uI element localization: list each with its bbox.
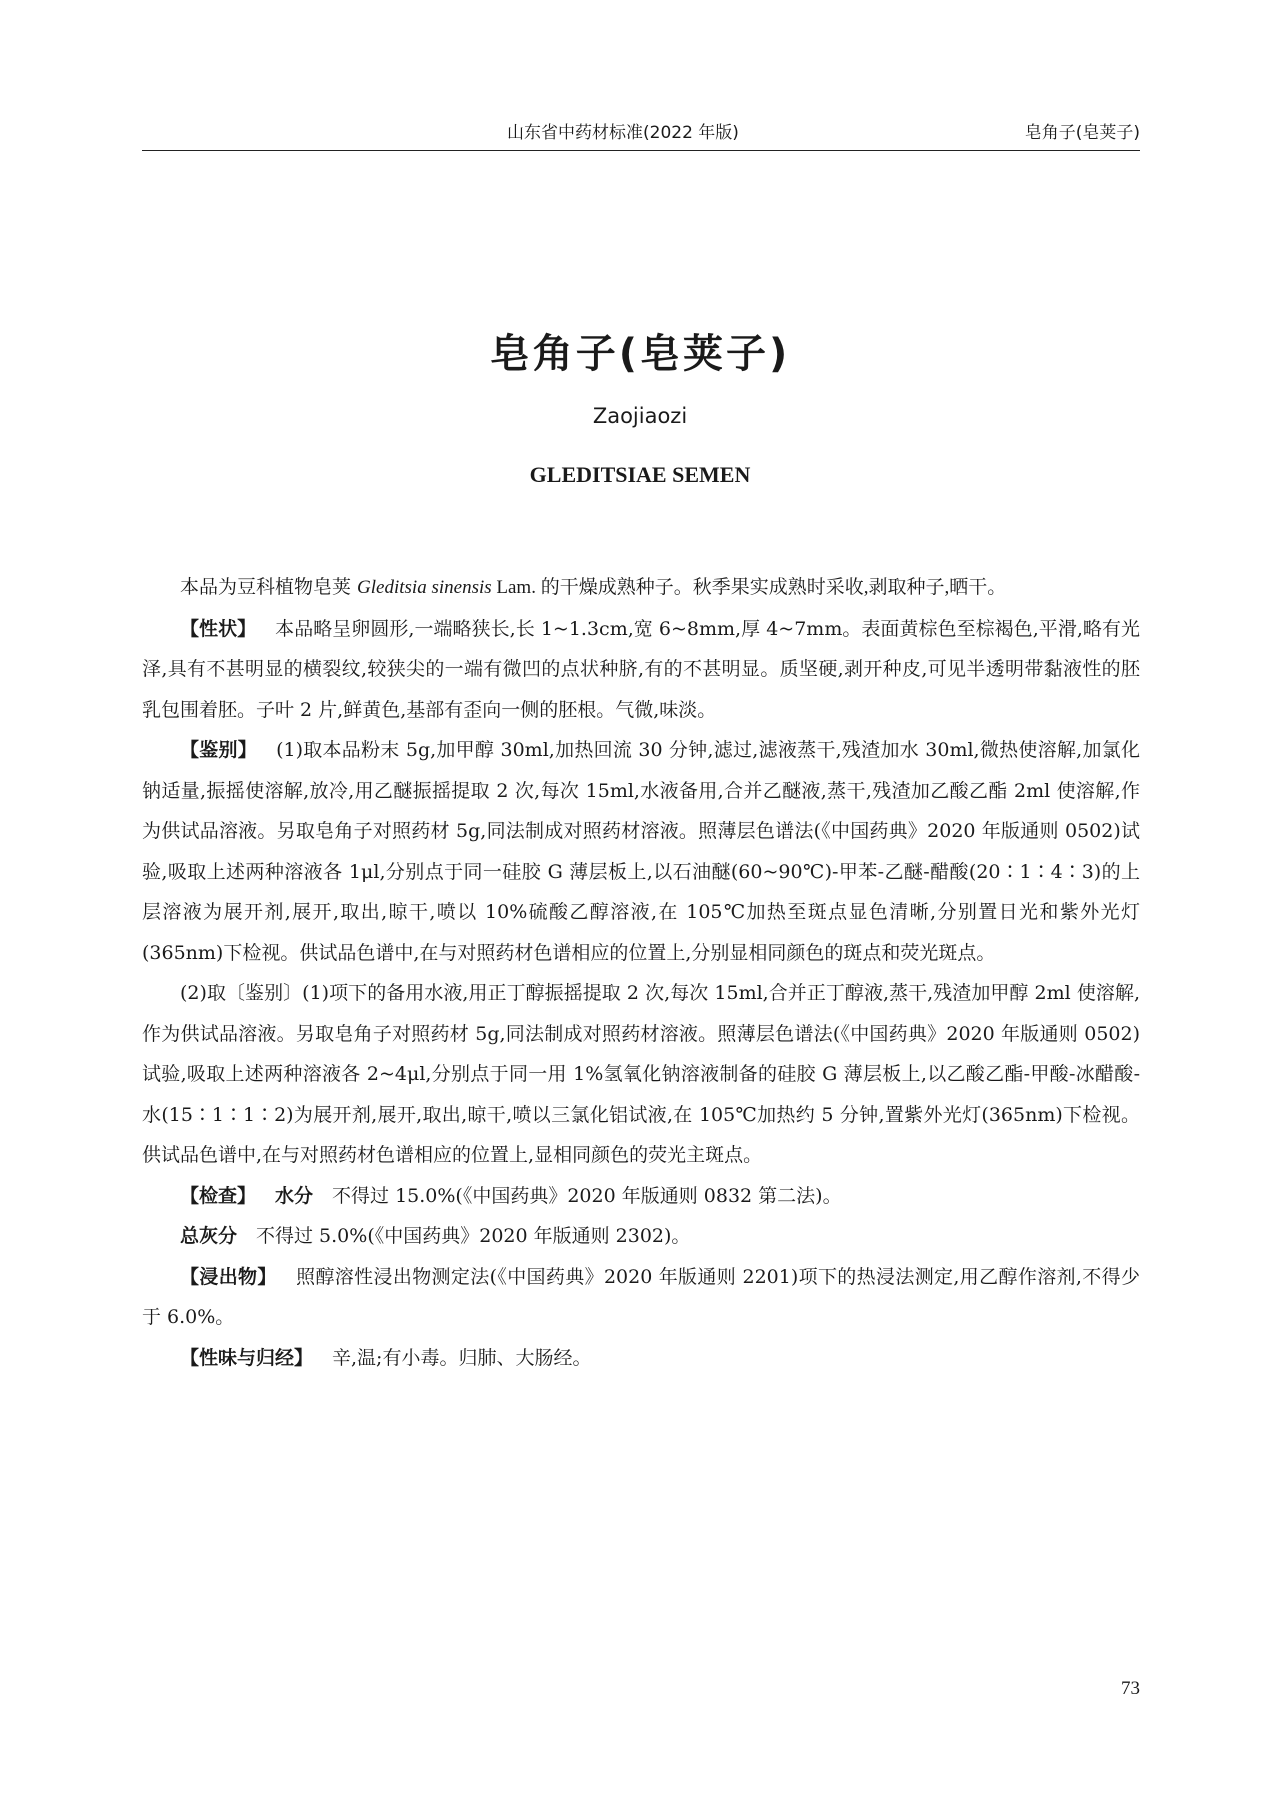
header-rule xyxy=(142,150,1140,151)
section-jianbie-1 xyxy=(142,730,1140,973)
intro-paragraph xyxy=(142,567,1140,609)
text-xingzhuang: 本品略呈卵圆形,一端略狭长,长 1~1.3cm,宽 6~8mm,厚 4~7mm。表面黄棕色至棕褐色,平滑,略有光泽,具有不甚明显的横裂纹,较狭尖的一端有微凹的点状种脐,有的不甚明显。质坚硬,剥开种皮,可见半透明带黏液性的胚乳包围着胚。子叶 2 片,鲜黄色,基部有歪向一侧的胚根。气微,味淡。 xyxy=(142,617,1140,721)
header-book-title: 山东省中药材标准(2022 年版) xyxy=(507,123,739,143)
label-ash: 总灰分 xyxy=(180,1225,238,1247)
text-water: 不得过 15.0%(《中国药典》2020 年版通则 0832 第二法)。 xyxy=(332,1184,842,1207)
section-ash xyxy=(142,1216,1140,1257)
label-jinchuwu: 【浸出物】 xyxy=(180,1265,277,1288)
species-latin-name: Gleditsia sinensis xyxy=(357,577,492,598)
text-xingwei: 辛,温;有小毒。归肺、大肠经。 xyxy=(332,1346,592,1369)
running-header xyxy=(142,112,1140,148)
text-jinchuwu: 照醇溶性浸出物测定法(《中国药典》2020 年版通则 2201)项下的热浸法测定,用乙醇作溶剂,不得少于 6.0%。 xyxy=(142,1265,1140,1328)
text-jianbie-1: (1)取本品粉末 5g,加甲醇 30ml,加热回流 30 分钟,滤过,滤液蒸干,残渣加水 30ml,微热使溶解,加氯化钠适量,振摇使溶解,放冷,用乙醚振摇提取 2 次,每次 15ml,水液备用,合并乙醚液,蒸干,残渣加乙酸乙酯 2ml 使溶解,作为供试品溶液。另取皂角子对照药材 5g,同法制成对照药材溶液。照薄层色谱法(《中国药典》2020 年版通则 0502)试验,吸取上述两种溶液各 1μl,分别点于同一硅胶 G 薄层板上,以石油醚(60~90℃)-甲苯-乙醚-醋酸(20∶1∶4∶3)的上层溶液为展开剂,展开,取出,晾干,喷以 10%硫酸乙醇溶液,在 105℃加热至斑点显色清晰,分别置日光和紫外光灯(365nm)下检视。供试品色谱中,在与对照药材色谱相应的位置上,分别显相同颜色的斑点和荧光斑点。 xyxy=(142,739,1140,964)
page-number: 73 xyxy=(1121,1678,1140,1699)
label-water: 水分 xyxy=(275,1184,314,1207)
label-jianbie: 【鉴别】 xyxy=(180,739,258,761)
section-xingzhuang xyxy=(142,609,1140,731)
monograph-title: 皂角子(皂荚子) xyxy=(489,331,791,377)
section-jiancha xyxy=(142,1176,1140,1217)
text-ash: 不得过 5.0%(《中国药典》2020 年版通则 2302)。 xyxy=(256,1225,691,1247)
header-section-title: 皂角子(皂荚子) xyxy=(1024,123,1140,143)
intro-text-before: 本品为豆科植物皂荚 xyxy=(180,576,358,598)
section-jinchuwu xyxy=(142,1257,1140,1338)
section-jianbie-2 xyxy=(142,973,1140,1176)
section-xingwei xyxy=(142,1338,1140,1379)
intro-text-after: Lam. 的干燥成熟种子。秋季果实成熟时采收,剥取种子,晒干。 xyxy=(491,577,1007,598)
label-xingzhuang: 【性状】 xyxy=(180,617,257,640)
text-jianbie-2: (2)取〔鉴别〕(1)项下的备用水液,用正丁醇振摇提取 2 次,每次 15ml,合并正丁醇液,蒸干,残渣加甲醇 2ml 使溶解,作为供试品溶液。另取皂角子对照药材 5g,同法制成对照药材溶液。照薄层色谱法(《中国药典》2020 年版通则 0502)试验,吸取上述两种溶液各 2~4μl,分别点于同一用 1%氢氧化钠溶液制备的硅胶 G 薄层板上,以乙酸乙酯-甲酸-冰醋酸-水(15∶1∶1∶2)为展开剂,展开,取出,晾干,喷以三氯化铝试液,在 105℃加热约 5 分钟,置紫外光灯(365nm)下检视。供试品色谱中,在与对照药材色谱相应的位置上,显相同颜色的荧光主斑点。 xyxy=(142,982,1140,1166)
label-xingwei: 【性味与归经】 xyxy=(180,1346,314,1369)
monograph-pinyin: Zaojiaozi xyxy=(592,404,688,428)
monograph-body xyxy=(142,567,1140,1378)
label-jiancha: 【检查】 xyxy=(180,1184,257,1207)
monograph-latin-name: GLEDITSIAE SEMEN xyxy=(529,462,751,487)
